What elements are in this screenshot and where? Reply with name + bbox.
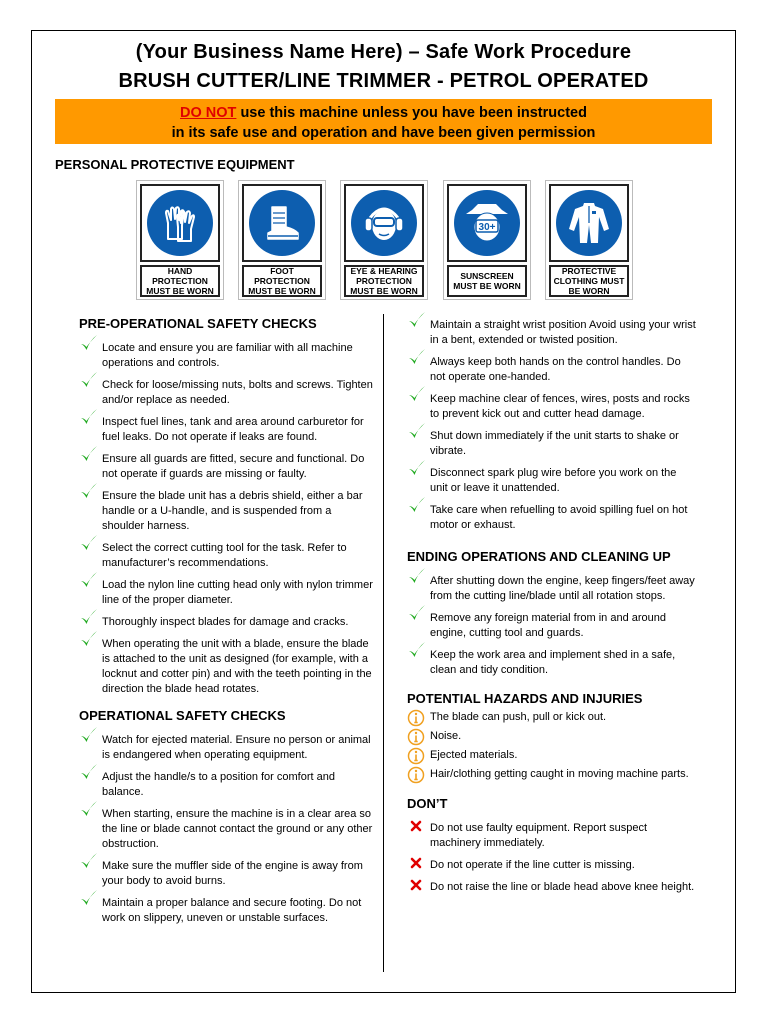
checkmark-icon (407, 640, 427, 660)
dont-item (407, 880, 697, 895)
item-text: Always keep both hands on the control handles. Do not operate one-handed. (430, 356, 681, 383)
hazard-item (407, 767, 697, 782)
checkmark-icon (407, 566, 427, 586)
boot-icon (260, 201, 304, 245)
checklist-item (79, 489, 374, 534)
checkmark-icon (407, 310, 427, 330)
checkmark-icon (79, 629, 99, 649)
checkmark-icon (79, 725, 99, 745)
eye-hearing-icon (359, 198, 409, 248)
item-text: Hair/clothing getting caught in moving machine parts. (430, 768, 689, 780)
hazard-item (407, 729, 697, 744)
checklist-item (79, 341, 374, 371)
ppe-heading: PERSONAL PROTECTIVE EQUIPMENT (55, 157, 295, 172)
do-not-text: DO NOT (180, 105, 237, 121)
ppe-sign-label: SUNSCREEN MUST BE WORN (447, 265, 527, 297)
hazard-item (407, 748, 697, 763)
info-hazard-icon (407, 728, 425, 746)
checklist-item (407, 466, 697, 496)
item-text: Watch for ejected material. Ensure no person or animal is endangered when operating equipment. (102, 734, 371, 761)
info-hazard-icon (407, 709, 425, 727)
checkmark-icon (79, 370, 99, 390)
hazards-heading: POTENTIAL HAZARDS AND INJURIES (407, 691, 643, 706)
checkmark-icon (79, 407, 99, 427)
column-divider (383, 314, 384, 972)
ppe-sign-label: HAND PROTECTION MUST BE WORN (140, 265, 220, 297)
checkmark-icon (79, 333, 99, 353)
ppe-sign-eye-hearing (340, 180, 428, 300)
cross-icon (409, 878, 423, 892)
checkmark-icon (407, 458, 427, 478)
checklist-item (79, 452, 374, 482)
item-text: Keep machine clear of fences, wires, posts and rocks to prevent kick out and cutter head damage. (430, 393, 690, 420)
checkmark-icon (79, 481, 99, 501)
dont-heading: DON’T (407, 796, 448, 811)
checklist-item (407, 648, 697, 678)
item-text: Noise. (430, 730, 462, 742)
ending-list (407, 574, 697, 678)
checklist-item (79, 733, 374, 763)
item-text: Make sure the muffler side of the engine is away from your body to avoid burns. (102, 860, 363, 887)
operational-list-right (407, 318, 697, 533)
checkmark-icon (407, 495, 427, 515)
checklist-item (407, 318, 697, 348)
checkmark-icon (79, 607, 99, 627)
item-text: Disconnect spark plug wire before you work on the unit or leave it unattended. (430, 467, 677, 494)
ppe-sign-label: PROTECTIVE CLOTHING MUST BE WORN (549, 265, 629, 297)
checkmark-icon (407, 421, 427, 441)
item-text: After shutting down the engine, keep fingers/feet away from the cutting line/blade until all rotation stops. (430, 575, 695, 602)
item-text: Keep the work area and implement shed in a safe, clean and tidy condition. (430, 649, 676, 676)
pre-operational-heading: PRE-OPERATIONAL SAFETY CHECKS (79, 316, 317, 331)
checklist-item (407, 574, 697, 604)
banner-line2: in its safe use and operation and have been given permission (171, 125, 596, 141)
item-text: Take care when refuelling to avoid spilling fuel on hot motor or exhaust. (430, 504, 688, 531)
operational-list-left (79, 733, 374, 926)
item-text: Adjust the handle/s to a position for comfort and balance. (102, 771, 335, 798)
item-text: Maintain a straight wrist position Avoid using your wrist in a bent, extended or twisted position. (430, 319, 696, 346)
checklist-item (407, 503, 697, 533)
item-text: Locate and ensure you are familiar with all machine operations and controls. (102, 342, 353, 369)
ppe-sign-label: FOOT PROTECTION MUST BE WORN (242, 265, 322, 297)
checkmark-icon (407, 347, 427, 367)
checklist-item (79, 541, 374, 571)
item-text: When starting, ensure the machine is in a clear area so the line or blade cannot contact the ground or any other obstruction. (102, 808, 373, 850)
item-text: Maintain a proper balance and secure footing. Do not work on slippery, uneven or unstable surfaces. (102, 897, 362, 924)
item-text: Do not use faulty equipment. Report suspect machinery immediately. (430, 822, 648, 849)
item-text: The blade can push, pull or kick out. (430, 711, 607, 723)
checklist-item (79, 637, 374, 697)
checklist-item (79, 615, 374, 630)
left-column (79, 316, 374, 926)
item-text: Inspect fuel lines, tank and area around carburetor for fuel leaks. Do not operate if leaks are found. (102, 416, 364, 443)
item-text: Do not raise the line or blade head above knee height. (430, 881, 695, 893)
checklist-item (79, 807, 374, 852)
banner-line1: use this machine unless you have been instructed (236, 105, 587, 121)
checklist-item (407, 611, 697, 641)
item-text: Ensure the blade unit has a debris shield, either a bar handle or a U-handle, and is suspended from a shoulder harness. (102, 490, 363, 532)
right-column (407, 318, 697, 895)
checkmark-icon (79, 888, 99, 908)
ppe-sign-label: EYE & HEARING PROTECTION MUST BE WORN (344, 265, 424, 297)
info-hazard-icon (407, 766, 425, 784)
sunscreen-hat-icon (460, 196, 514, 250)
pre-operational-list (79, 341, 374, 697)
cross-icon (409, 856, 423, 870)
page-subtitle: BRUSH CUTTER/LINE TRIMMER - PETROL OPERATED (118, 70, 649, 92)
ppe-sign-sunscreen (443, 180, 531, 300)
checkmark-icon (79, 851, 99, 871)
item-text: Do not operate if the line cutter is missing. (430, 859, 635, 871)
gloves-icon (158, 201, 202, 245)
checklist-item (79, 896, 374, 926)
checklist-item (79, 578, 374, 608)
dont-item (407, 858, 697, 873)
item-text: Ensure all guards are fitted, secure and functional. Do not operate if guards are missing or faulty. (102, 453, 365, 480)
item-text: Thoroughly inspect blades for damage and cracks. (102, 616, 349, 628)
dont-item (407, 821, 697, 851)
checkmark-icon (79, 570, 99, 590)
ppe-sign-hand (136, 180, 224, 300)
checkmark-icon (79, 533, 99, 553)
item-text: Load the nylon line cutting head only with nylon trimmer line of the proper diameter. (102, 579, 373, 606)
checklist-item (407, 429, 697, 459)
checklist-item (407, 392, 697, 422)
dont-list (407, 821, 697, 895)
checkmark-icon (79, 762, 99, 782)
checklist-item (79, 859, 374, 889)
warning-banner (55, 99, 712, 144)
info-hazard-icon (407, 747, 425, 765)
hazard-item (407, 710, 697, 725)
checkmark-icon (79, 799, 99, 819)
checklist-item (79, 415, 374, 445)
checkmark-icon (79, 444, 99, 464)
checklist-item (79, 378, 374, 408)
checkmark-icon (407, 384, 427, 404)
checklist-item (407, 355, 697, 385)
item-text: When operating the unit with a blade, ensure the blade is attached to the unit as designed (for example, with a locknut and cotter pin) and with the teeth pointing in the direction the blade head rotates. (102, 638, 372, 695)
ppe-sign-clothing (545, 180, 633, 300)
ppe-sign-foot (238, 180, 326, 300)
operational-heading: OPERATIONAL SAFETY CHECKS (79, 708, 286, 723)
checklist-item (79, 770, 374, 800)
item-text: Check for loose/missing nuts, bolts and screws. Tighten and/or replace as needed. (102, 379, 373, 406)
spf-badge-text: 30+ (478, 222, 496, 233)
item-text: Shut down immediately if the unit starts to shake or vibrate. (430, 430, 679, 457)
hazards-list (407, 710, 697, 782)
coverall-icon (565, 199, 613, 247)
item-text: Remove any foreign material from in and around engine, cutting tool and guards. (430, 612, 667, 639)
page-title: (Your Business Name Here) – Safe Work Procedure (135, 41, 632, 63)
checkmark-icon (407, 603, 427, 623)
item-text: Select the correct cutting tool for the task. Refer to manufacturer’s recommendations. (102, 542, 347, 569)
cross-icon (409, 819, 423, 833)
ending-heading: ENDING OPERATIONS AND CLEANING UP (407, 549, 671, 564)
item-text: Ejected materials. (430, 749, 518, 761)
